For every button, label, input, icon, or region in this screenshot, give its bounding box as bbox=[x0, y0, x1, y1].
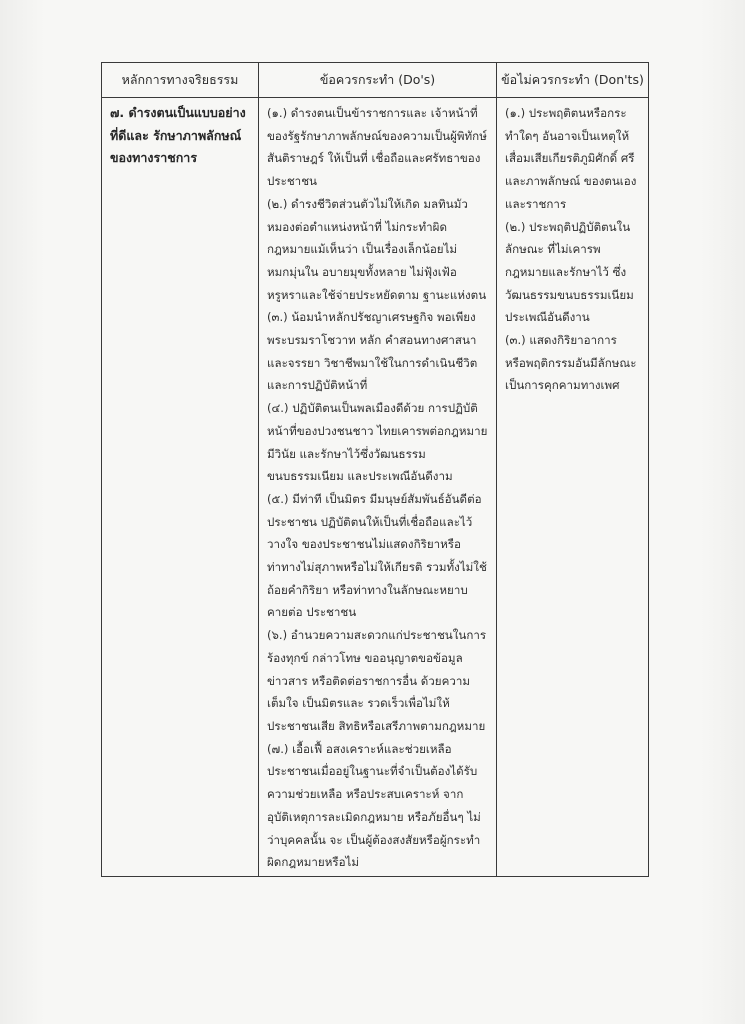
dos-cell bbox=[259, 98, 497, 877]
donts-item-3: (๓.) แสดงกิริยาอาการ หรือพฤติกรรมอันมีลักษณะเป็นการคุกคามทางเพศ bbox=[505, 333, 637, 393]
principle-text: ๗. ดำรงตนเป็นแบบอย่างที่ดีและ รักษาภาพลักษณ์ของทางราชการ bbox=[110, 105, 246, 166]
header-donts: ข้อไม่ควรกระทำ (Don'ts) bbox=[497, 63, 649, 98]
dos-item-1: (๑.) ดำรงตนเป็นข้าราชการและ เจ้าหน้าที่ของรัฐรักษาภาพลักษณ์ของความเป็นผู้พิทักษ์สันติราษฎร์ ให้เป็นที่ เชื่อถือและศรัทธาของประชาชน bbox=[267, 106, 487, 189]
ethics-table bbox=[101, 62, 649, 877]
dos-item-7: (๗.) เอื้อเฟื้ อสงเคราะห์และช่วยเหลือประชาชนเมื่ออยู่ในฐานะที่จำเป็นต้องได้รับความช่วยเหลือ หรือประสบเคราะห์ จากอุบัติเหตุการละเมิดกฎหมาย หรือภัยอื่นๆ ไม่ว่าบุคคลนั้น จะ เป็นผู้ต้องสงสัยหรือผู้กระทำผิดกฎหมายหรือไม่ bbox=[267, 741, 481, 870]
dos-item-5: (๕.) มีท่าที เป็นมิตร มีมนุษย์สัมพันธ์อันดีต่อประชาชน ปฏิบัติตนให้เป็นที่เชื่อถือและไว้วางใจ ของประชาชนไม่แสดงกิริยาหรือท่าทางไม่สุภาพหรือไม่ให้เกียรติ รวมทั้งไม่ใช้ถ้อยคำกิริยา หรือท่าทางในลักษณะหยาบคายต่อ ประชาชน bbox=[267, 491, 487, 620]
donts-cell bbox=[497, 98, 649, 877]
dos-item-6: (๖.) อำนวยความสะดวกแก่ประชาชนในการร้องทุกข์ กล่าวโทษ ขออนุญาตขอข้อมูลข่าวสาร หรือติดต่อราชการอื่น ด้วยความเต็มใจ เป็นมิตรและ รวดเร็วเพื่อไม่ให้ประชาชนเสีย สิทธิหรือเสรีภาพตามกฎหมาย bbox=[267, 628, 487, 733]
header-principle: หลักการทางจริยธรรม bbox=[102, 63, 259, 98]
donts-item-2: (๒.) ประพฤติปฏิบัติตนในลักษณะ ที่ไม่เคารพกฎหมายและรักษาไว้ ซึ่งวัฒนธรรมขนบธรรมเนียม ประเพณีอันดีงาน bbox=[505, 219, 634, 325]
dos-item-3: (๓.) น้อมนำหลักปรัชญาเศรษฐกิจ พอเพียงพระบรมราโชวาท หลัก คำสอนทางศาสนาและจรรยา วิชาชีพมาใช้ในการดำเนินชีวิตและการปฏิบัติหน้าที่ bbox=[267, 310, 478, 393]
dos-item-2: (๒.) ดำรงชีวิตส่วนตัวไม่ให้เกิด มลทินมัวหมองต่อตำแหน่งหน้าที่ ไม่กระทำผิดกฎหมายแม้เห็นว่า เป็นเรื่องเล็กน้อยไม่หมกมุ่นใน อบายมุขทั้งหลาย ไม่ฟุ้งเฟ้อหรูหราและใช้จ่ายประหยัดตาม ฐานะแห่งตน bbox=[267, 196, 487, 302]
table-row bbox=[102, 98, 649, 877]
header-row bbox=[102, 63, 649, 98]
dos-item-4: (๔.) ปฏิบัติตนเป็นพลเมืองดีด้วย การปฏิบัติหน้าที่ของปวงชนชาว ไทยเคารพต่อกฎหมายมีวินัย และรักษาไว้ซึ่งวัฒนธรรมขนบธรรมเนียม และประเพณีอันดีงาม bbox=[267, 401, 488, 484]
principle-cell bbox=[102, 98, 259, 877]
donts-item-1: (๑.) ประพฤติตนหรือกระทำใดๆ อันอาจเป็นเหตุให้เสื่อมเสียเกียรติภูมิศักดิ์ ศรี และภาพลักษณ์ ของตนเองและราชการ bbox=[505, 106, 637, 211]
header-dos: ข้อควรกระทำ (Do's) bbox=[259, 63, 497, 98]
